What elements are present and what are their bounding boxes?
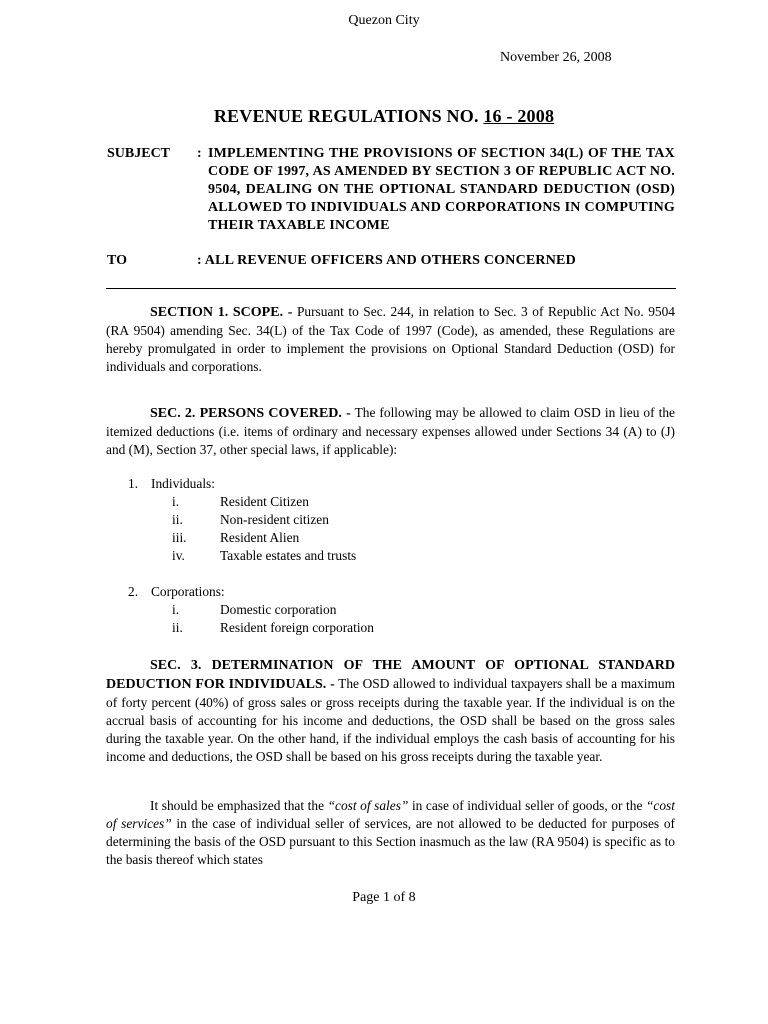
list-item-number: iii.: [172, 530, 187, 545]
list-item: Non-resident citizen: [220, 512, 329, 527]
city-header: Quezon City: [348, 13, 420, 28]
section-1-body: Pursuant to Sec. 244, in relation to Sec. 3 of Republic Act No. 9504 (RA 9504) amending Sec. 34(L) of the Tax Code of 1997 (Code), as amended, these Regulations are hereby promulgated in order to implement the provisions on Optional Standard Deduction (OSD) for individuals and corporations.: [106, 304, 675, 374]
document-date: November 26, 2008: [500, 50, 612, 65]
section-3-paragraph: [106, 656, 675, 766]
list-item: Resident Citizen: [220, 494, 309, 509]
title-prefix: REVENUE REGULATIONS NO.: [213, 106, 479, 126]
divider-line: [106, 288, 676, 289]
list-item: Resident Alien: [220, 530, 300, 545]
list-item: Resident foreign corporation: [220, 620, 374, 635]
regulation-number: 16 - 2008: [483, 106, 555, 126]
list-group-label: Individuals:: [151, 476, 215, 491]
list-group-label: Corporations:: [151, 584, 225, 599]
list-item: Domestic corporation: [220, 602, 337, 617]
to-text: : ALL REVENUE OFFICERS AND OTHERS CONCERNED: [197, 253, 576, 268]
list-item-number: ii.: [172, 512, 183, 527]
list-item-number: i.: [172, 602, 180, 617]
paragraph-text: in the case of individual seller of services, are not allowed to be deducted for purposes of determining the basis of the OSD pursuant to this Section inasmuch as the law (RA 9504) is specific as to the basis thereof which states: [106, 816, 675, 867]
section-3-body: The OSD allowed to individual taxpayers shall be a maximum of forty percent (40%) of gross sales or gross receipts during the taxable year. If the individual is on the accrual basis of accounting for his income and deductions, the OSD shall be based on the gross sales during the taxable year. On the other hand, if the individual employs the cash basis of accounting for his income and deductions, the OSD shall be based on his gross receipts during the taxable year.: [106, 676, 675, 764]
list-number: 2.: [128, 584, 139, 599]
section-1-heading: SECTION 1. SCOPE. -: [150, 305, 293, 320]
paragraph-text: It should be emphasized that the: [150, 798, 328, 813]
section-2-body: The following may be allowed to claim OSD in lieu of the itemized deductions (i.e. items of ordinary and necessary expenses allowed under Sections 34 (A) to (J) and (M), Section 37, other special laws, if applicable):: [106, 405, 675, 457]
section-3-heading: SEC. 3. DETERMINATION OF THE AMOUNT OF OPTIONAL STANDARD DEDUCTION FOR INDIVIDUALS. -: [106, 658, 675, 692]
cost-of-sales-term: “cost of sales”: [327, 798, 409, 813]
section-1-paragraph: [106, 303, 675, 376]
paragraph-text: in case of individual seller of goods, or the: [408, 798, 646, 813]
list-item-number: ii.: [172, 620, 183, 635]
section-3-emphasis-paragraph: [106, 797, 675, 869]
list-item-number: i.: [172, 494, 180, 509]
page-number: Page 1 of 8: [352, 890, 416, 905]
list-number: 1.: [128, 476, 139, 491]
cost-of-services-term: “cost of services”: [106, 798, 675, 831]
list-item-number: iv.: [172, 548, 185, 563]
to-label: TO: [107, 253, 127, 268]
list-item: Taxable estates and trusts: [220, 548, 357, 563]
document-title: [0, 106, 768, 127]
section-2-paragraph: [106, 404, 675, 459]
subject-text: IMPLEMENTING THE PROVISIONS OF SECTION 34(L) OF THE TAX CODE OF 1997, AS AMENDED BY SECTION 3 OF REPUBLIC ACT NO. 9504, DEALING ON THE OPTIONAL STANDARD DEDUCTION (OSD) ALLOWED TO INDIVIDUALS AND CORPORATIONS IN COMPUTING THEIR TAXABLE INCOME: [208, 146, 675, 233]
subject-colon: :: [197, 146, 202, 161]
section-2-heading: SEC. 2. PERSONS COVERED. -: [150, 406, 351, 421]
subject-label: SUBJECT: [107, 146, 171, 161]
